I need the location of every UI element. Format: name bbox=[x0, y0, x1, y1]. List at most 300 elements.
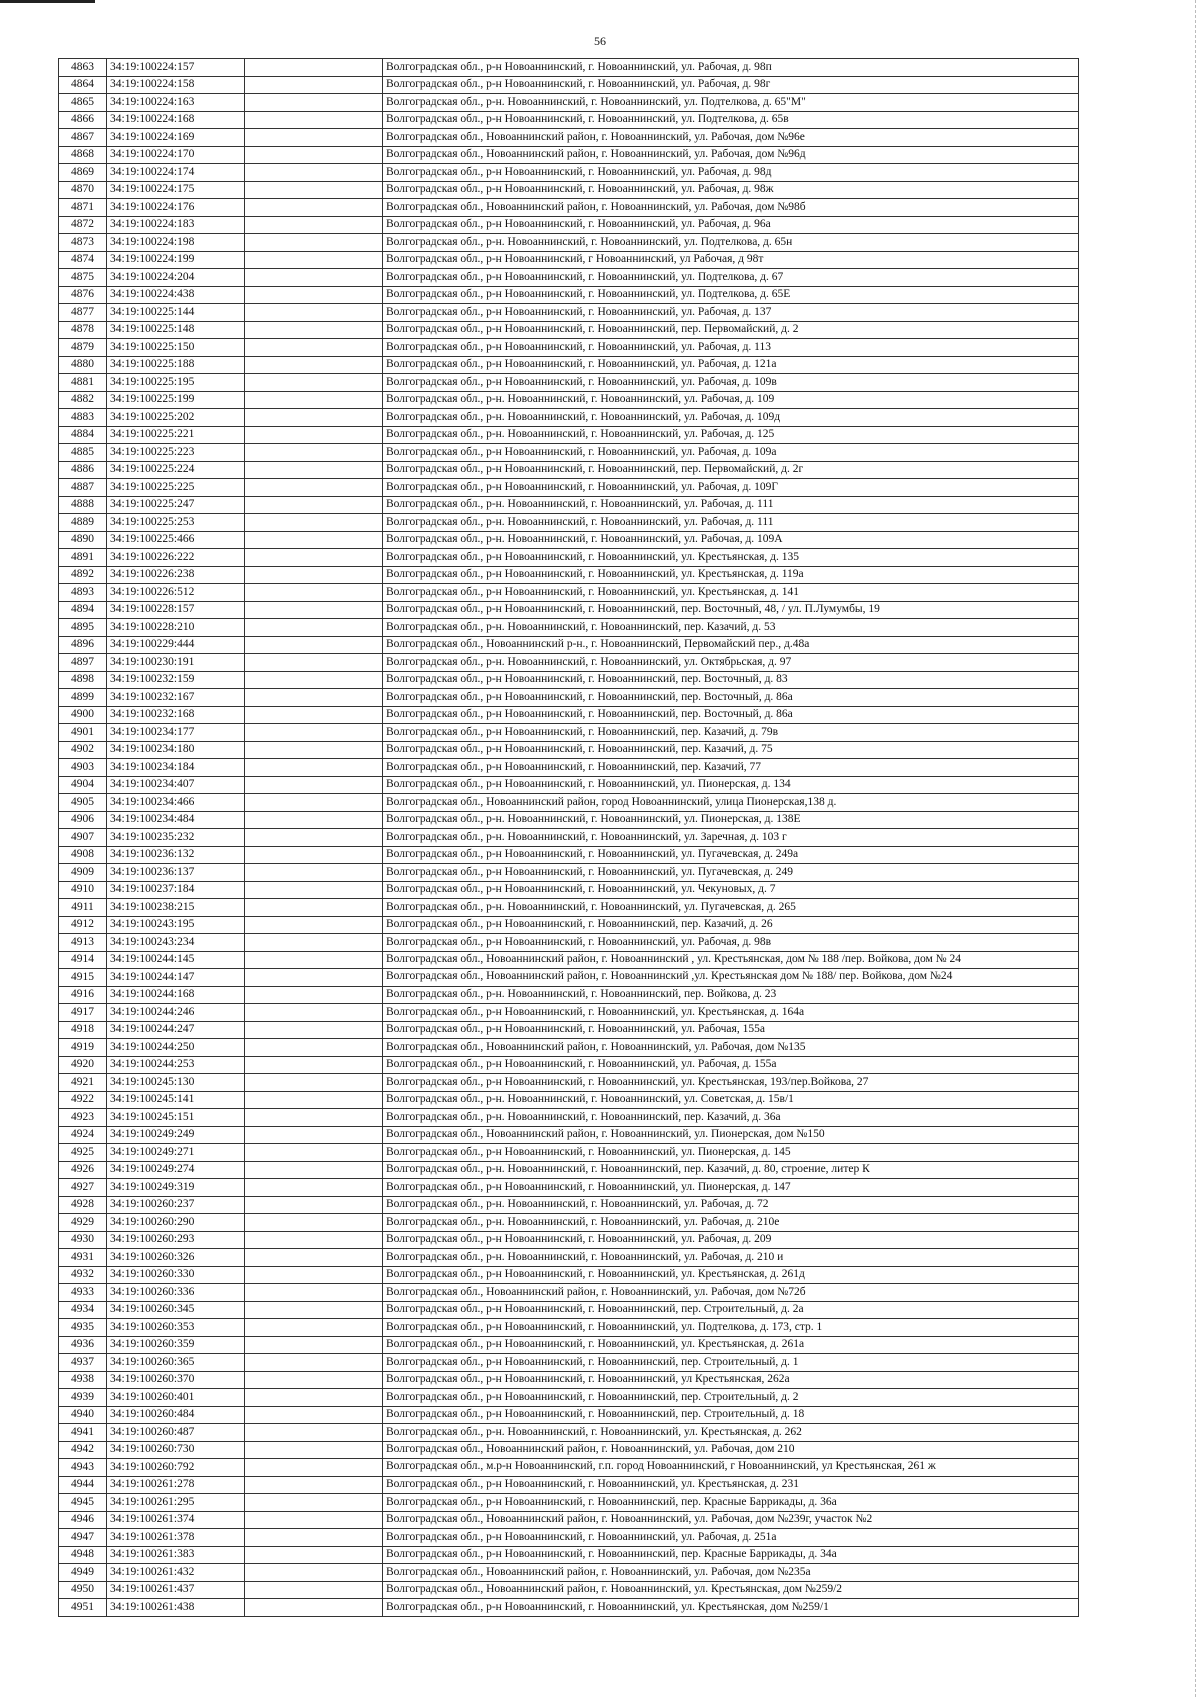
address-cell: Волгоградская обл., р-н. Новоаннинский, г. Новоаннинский, ул. Советская, д. 15в/1 bbox=[383, 1091, 1079, 1109]
empty-cell bbox=[245, 339, 383, 357]
cadastral-number-cell: 34:19:100238:215 bbox=[107, 899, 245, 917]
row-number-cell: 4939 bbox=[59, 1389, 107, 1407]
table-row bbox=[59, 1004, 1079, 1022]
table-row bbox=[59, 356, 1079, 374]
row-number-cell: 4929 bbox=[59, 1214, 107, 1232]
row-number-cell: 4932 bbox=[59, 1266, 107, 1284]
empty-cell bbox=[245, 1529, 383, 1547]
table-row bbox=[59, 1319, 1079, 1337]
empty-cell bbox=[245, 951, 383, 969]
cadastral-number-cell: 34:19:100234:184 bbox=[107, 759, 245, 777]
address-cell: Волгоградская обл., р-н Новоаннинский, г. Новоаннинский, ул. Пионерская, д. 145 bbox=[383, 1144, 1079, 1162]
address-cell: Волгоградская обл., р-н Новоаннинский, г. Новоаннинский, ул. Рабочая, д. 209 bbox=[383, 1231, 1079, 1249]
row-number-cell: 4942 bbox=[59, 1441, 107, 1459]
scan-corner-mark bbox=[0, 0, 95, 3]
address-cell: Волгоградская обл., р-н Новоаннинский, г. Новоаннинский, ул. Рабочая, д. 98д bbox=[383, 164, 1079, 182]
row-number-cell: 4878 bbox=[59, 321, 107, 339]
cadastral-number-cell: 34:19:100225:247 bbox=[107, 496, 245, 514]
row-number-cell: 4937 bbox=[59, 1354, 107, 1372]
empty-cell bbox=[245, 356, 383, 374]
empty-cell bbox=[245, 759, 383, 777]
row-number-cell: 4868 bbox=[59, 146, 107, 164]
row-number-cell: 4907 bbox=[59, 829, 107, 847]
row-number-cell: 4936 bbox=[59, 1336, 107, 1354]
cadastral-number-cell: 34:19:100228:210 bbox=[107, 619, 245, 637]
empty-cell bbox=[245, 1126, 383, 1144]
table-row bbox=[59, 269, 1079, 287]
cadastral-number-cell: 34:19:100225:199 bbox=[107, 391, 245, 409]
row-number-cell: 4866 bbox=[59, 111, 107, 129]
cadastral-number-cell: 34:19:100225:188 bbox=[107, 356, 245, 374]
cadastral-number-cell: 34:19:100226:512 bbox=[107, 584, 245, 602]
cadastral-number-cell: 34:19:100224:169 bbox=[107, 129, 245, 147]
empty-cell bbox=[245, 234, 383, 252]
empty-cell bbox=[245, 391, 383, 409]
cadastral-number-cell: 34:19:100260:345 bbox=[107, 1301, 245, 1319]
row-number-cell: 4920 bbox=[59, 1056, 107, 1074]
empty-cell bbox=[245, 146, 383, 164]
cadastral-number-cell: 34:19:100245:141 bbox=[107, 1091, 245, 1109]
table-row bbox=[59, 1091, 1079, 1109]
address-cell: Волгоградская обл., Новоаннинский район, г. Новоаннинский , ул. Крестьянская, дом № 188 /пер. Войкова, дом № 24 bbox=[383, 951, 1079, 969]
row-number-cell: 4901 bbox=[59, 724, 107, 742]
table-row bbox=[59, 636, 1079, 654]
empty-cell bbox=[245, 1004, 383, 1022]
table-row bbox=[59, 409, 1079, 427]
row-number-cell: 4940 bbox=[59, 1406, 107, 1424]
cadastral-number-cell: 34:19:100244:145 bbox=[107, 951, 245, 969]
cadastral-number-cell: 34:19:100234:484 bbox=[107, 811, 245, 829]
address-cell: Волгоградская обл., р-н Новоаннинский, г. Новоаннинский, пер. Казачий, д. 26 bbox=[383, 916, 1079, 934]
table-row bbox=[59, 706, 1079, 724]
row-number-cell: 4877 bbox=[59, 304, 107, 322]
address-cell: Волгоградская обл., р-н Новоаннинский, г. Новоаннинский, ул. Крестьянская, д. 135 bbox=[383, 549, 1079, 567]
row-number-cell: 4896 bbox=[59, 636, 107, 654]
address-cell: Волгоградская обл., р-н Новоаннинский, г. Новоаннинский, ул. Рабочая, д. 109в bbox=[383, 374, 1079, 392]
cadastral-number-cell: 34:19:100244:247 bbox=[107, 1021, 245, 1039]
address-cell: Волгоградская обл., р-н Новоаннинский, г. Новоаннинский, ул. Крестьянская, 193/пер.Войкова, 27 bbox=[383, 1074, 1079, 1092]
cadastral-number-cell: 34:19:100232:167 bbox=[107, 689, 245, 707]
table-row bbox=[59, 234, 1079, 252]
empty-cell bbox=[245, 1354, 383, 1372]
address-cell: Волгоградская обл., р-н Новоаннинский, г. Новоаннинский, пер. Восточный, д. 83 bbox=[383, 671, 1079, 689]
row-number-cell: 4928 bbox=[59, 1196, 107, 1214]
address-cell: Волгоградская обл., р-н Новоаннинский, г. Новоаннинский, ул Крестьянская, 262а bbox=[383, 1371, 1079, 1389]
row-number-cell: 4938 bbox=[59, 1371, 107, 1389]
cadastral-number-cell: 34:19:100243:195 bbox=[107, 916, 245, 934]
table-row bbox=[59, 426, 1079, 444]
empty-cell bbox=[245, 654, 383, 672]
empty-cell bbox=[245, 1301, 383, 1319]
table-row bbox=[59, 1336, 1079, 1354]
table-row bbox=[59, 374, 1079, 392]
cadastral-number-cell: 34:19:100225:144 bbox=[107, 304, 245, 322]
address-cell: Волгоградская обл., р-н Новоаннинский, г. Новоаннинский, пер. Строительный, д. 18 bbox=[383, 1406, 1079, 1424]
address-cell: Волгоградская обл., Новоаннинский район, г. Новоаннинский, ул. Рабочая, дом №72б bbox=[383, 1284, 1079, 1302]
table-row bbox=[59, 1144, 1079, 1162]
table-row bbox=[59, 94, 1079, 112]
table-row bbox=[59, 1354, 1079, 1372]
empty-cell bbox=[245, 444, 383, 462]
address-cell: Волгоградская обл., р-н. Новоаннинский, г. Новоаннинский, ул. Рабочая, д. 72 bbox=[383, 1196, 1079, 1214]
row-number-cell: 4872 bbox=[59, 216, 107, 234]
row-number-cell: 4910 bbox=[59, 881, 107, 899]
empty-cell bbox=[245, 1249, 383, 1267]
row-number-cell: 4888 bbox=[59, 496, 107, 514]
table-row bbox=[59, 164, 1079, 182]
empty-cell bbox=[245, 531, 383, 549]
row-number-cell: 4881 bbox=[59, 374, 107, 392]
cadastral-register-table bbox=[58, 58, 1079, 1617]
address-cell: Волгоградская обл., Новоаннинский район, г. Новоаннинский, ул. Рабочая, дом №96е bbox=[383, 129, 1079, 147]
empty-cell bbox=[245, 1144, 383, 1162]
row-number-cell: 4941 bbox=[59, 1424, 107, 1442]
cadastral-number-cell: 34:19:100225:224 bbox=[107, 461, 245, 479]
row-number-cell: 4917 bbox=[59, 1004, 107, 1022]
table-row bbox=[59, 1406, 1079, 1424]
table-row bbox=[59, 1371, 1079, 1389]
empty-cell bbox=[245, 1494, 383, 1512]
row-number-cell: 4880 bbox=[59, 356, 107, 374]
cadastral-number-cell: 34:19:100225:221 bbox=[107, 426, 245, 444]
address-cell: Волгоградская обл., р-н. Новоаннинский, г. Новоаннинский, пер. Войкова, д. 23 bbox=[383, 986, 1079, 1004]
cadastral-number-cell: 34:19:100260:401 bbox=[107, 1389, 245, 1407]
row-number-cell: 4903 bbox=[59, 759, 107, 777]
cadastral-number-cell: 34:19:100260:326 bbox=[107, 1249, 245, 1267]
row-number-cell: 4898 bbox=[59, 671, 107, 689]
cadastral-number-cell: 34:19:100260:336 bbox=[107, 1284, 245, 1302]
table-row bbox=[59, 584, 1079, 602]
cadastral-number-cell: 34:19:100224:199 bbox=[107, 251, 245, 269]
row-number-cell: 4914 bbox=[59, 951, 107, 969]
row-number-cell: 4933 bbox=[59, 1284, 107, 1302]
row-number-cell: 4911 bbox=[59, 899, 107, 917]
cadastral-number-cell: 34:19:100260:330 bbox=[107, 1266, 245, 1284]
address-cell: Волгоградская обл., р-н. Новоаннинский, г. Новоаннинский, ул. Рабочая, д. 210е bbox=[383, 1214, 1079, 1232]
empty-cell bbox=[245, 76, 383, 94]
row-number-cell: 4944 bbox=[59, 1476, 107, 1494]
row-number-cell: 4950 bbox=[59, 1581, 107, 1599]
row-number-cell: 4892 bbox=[59, 566, 107, 584]
table-row bbox=[59, 339, 1079, 357]
empty-cell bbox=[245, 776, 383, 794]
cadastral-number-cell: 34:19:100249:319 bbox=[107, 1179, 245, 1197]
row-number-cell: 4867 bbox=[59, 129, 107, 147]
address-cell: Волгоградская обл., Новоаннинский район, город Новоаннинский, улица Пионерская,138 д. bbox=[383, 794, 1079, 812]
table-row bbox=[59, 1039, 1079, 1057]
table-row bbox=[59, 251, 1079, 269]
table-row bbox=[59, 1161, 1079, 1179]
address-cell: Волгоградская обл., Новоаннинский район, г. Новоаннинский, ул. Рабочая, дом №96д bbox=[383, 146, 1079, 164]
table-row bbox=[59, 1231, 1079, 1249]
address-cell: Волгоградская обл., р-н Новоаннинский, г. Новоаннинский, ул. Крестьянская, д. 119а bbox=[383, 566, 1079, 584]
address-cell: Волгоградская обл., Новоаннинский район, г. Новоаннинский, ул. Пионерская, дом №150 bbox=[383, 1126, 1079, 1144]
empty-cell bbox=[245, 1266, 383, 1284]
cadastral-number-cell: 34:19:100234:180 bbox=[107, 741, 245, 759]
empty-cell bbox=[245, 286, 383, 304]
address-cell: Волгоградская обл., р-н. Новоаннинский, г. Новоаннинский, ул. Рабочая, д. 111 bbox=[383, 496, 1079, 514]
empty-cell bbox=[245, 1109, 383, 1127]
empty-cell bbox=[245, 1231, 383, 1249]
table-row bbox=[59, 1424, 1079, 1442]
table-row bbox=[59, 514, 1079, 532]
table-row bbox=[59, 199, 1079, 217]
table-row bbox=[59, 986, 1079, 1004]
row-number-cell: 4922 bbox=[59, 1091, 107, 1109]
table-row bbox=[59, 531, 1079, 549]
cadastral-number-cell: 34:19:100228:157 bbox=[107, 601, 245, 619]
cadastral-number-cell: 34:19:100224:175 bbox=[107, 181, 245, 199]
empty-cell bbox=[245, 1214, 383, 1232]
row-number-cell: 4951 bbox=[59, 1599, 107, 1617]
table-row bbox=[59, 566, 1079, 584]
cadastral-number-cell: 34:19:100260:370 bbox=[107, 1371, 245, 1389]
table-row bbox=[59, 619, 1079, 637]
table-row bbox=[59, 899, 1079, 917]
empty-cell bbox=[245, 549, 383, 567]
address-cell: Волгоградская обл., р-н Новоаннинский, г. Новоаннинский, пер. Первомайский, д. 2 bbox=[383, 321, 1079, 339]
table-row bbox=[59, 916, 1079, 934]
cadastral-number-cell: 34:19:100260:792 bbox=[107, 1459, 245, 1477]
row-number-cell: 4894 bbox=[59, 601, 107, 619]
row-number-cell: 4908 bbox=[59, 846, 107, 864]
empty-cell bbox=[245, 216, 383, 234]
address-cell: Волгоградская обл., р-н Новоаннинский, г. Новоаннинский, ул. Рабочая, д. 109Г bbox=[383, 479, 1079, 497]
empty-cell bbox=[245, 724, 383, 742]
address-cell: Волгоградская обл., р-н Новоаннинский, г. Новоаннинский, пер. Восточный, д. 86а bbox=[383, 689, 1079, 707]
cadastral-number-cell: 34:19:100260:353 bbox=[107, 1319, 245, 1337]
address-cell: Волгоградская обл., р-н Новоаннинский, г. Новоаннинский, ул. Крестьянская, д. 141 bbox=[383, 584, 1079, 602]
address-cell: Волгоградская обл., р-н Новоаннинский, г. Новоаннинский, пер. Казачий, д. 79в bbox=[383, 724, 1079, 742]
table-row bbox=[59, 1511, 1079, 1529]
table-row bbox=[59, 671, 1079, 689]
cadastral-number-cell: 34:19:100224:157 bbox=[107, 59, 245, 77]
row-number-cell: 4865 bbox=[59, 94, 107, 112]
address-cell: Волгоградская обл., р-н. Новоаннинский, г. Новоаннинский, ул. Пионерская, д. 138Е bbox=[383, 811, 1079, 829]
address-cell: Волгоградская обл., Новоаннинский р-н., г. Новоаннинский, Первомайский пер., д.48а bbox=[383, 636, 1079, 654]
row-number-cell: 4889 bbox=[59, 514, 107, 532]
row-number-cell: 4863 bbox=[59, 59, 107, 77]
row-number-cell: 4930 bbox=[59, 1231, 107, 1249]
empty-cell bbox=[245, 916, 383, 934]
empty-cell bbox=[245, 846, 383, 864]
address-cell: Волгоградская обл., р-н Новоаннинский, г. Новоаннинский, ул. Пугачевская, д. 249а bbox=[383, 846, 1079, 864]
address-cell: Волгоградская обл., р-н Новоаннинский, г. Новоаннинский, ул. Крестьянская, д. 261а bbox=[383, 1336, 1079, 1354]
address-cell: Волгоградская обл., р-н Новоаннинский, г. Новоаннинский, пер. Восточный, д. 86а bbox=[383, 706, 1079, 724]
address-cell: Волгоградская обл., р-н Новоаннинский, г. Новоаннинский, ул. Пугачевская, д. 249 bbox=[383, 864, 1079, 882]
table-row bbox=[59, 1476, 1079, 1494]
table-row bbox=[59, 1529, 1079, 1547]
cadastral-number-cell: 34:19:100224:183 bbox=[107, 216, 245, 234]
row-number-cell: 4945 bbox=[59, 1494, 107, 1512]
empty-cell bbox=[245, 899, 383, 917]
empty-cell bbox=[245, 1564, 383, 1582]
cadastral-number-cell: 34:19:100224:168 bbox=[107, 111, 245, 129]
empty-cell bbox=[245, 409, 383, 427]
row-number-cell: 4943 bbox=[59, 1459, 107, 1477]
row-number-cell: 4883 bbox=[59, 409, 107, 427]
empty-cell bbox=[245, 881, 383, 899]
row-number-cell: 4890 bbox=[59, 531, 107, 549]
cadastral-number-cell: 34:19:100225:466 bbox=[107, 531, 245, 549]
cadastral-number-cell: 34:19:100261:438 bbox=[107, 1599, 245, 1617]
empty-cell bbox=[245, 129, 383, 147]
row-number-cell: 4947 bbox=[59, 1529, 107, 1547]
address-cell: Волгоградская обл., р-н Новоаннинский, г. Новоаннинский, пер. Красные Баррикады, д. 36а bbox=[383, 1494, 1079, 1512]
empty-cell bbox=[245, 741, 383, 759]
table-row bbox=[59, 286, 1079, 304]
address-cell: Волгоградская обл., р-н Новоаннинский, г. Новоаннинский, пер. Казачий, 77 bbox=[383, 759, 1079, 777]
empty-cell bbox=[245, 636, 383, 654]
cadastral-number-cell: 34:19:100224:438 bbox=[107, 286, 245, 304]
empty-cell bbox=[245, 794, 383, 812]
address-cell: Волгоградская обл., р-н. Новоаннинский, г. Новоаннинский, ул. Рабочая, д. 109 bbox=[383, 391, 1079, 409]
row-number-cell: 4926 bbox=[59, 1161, 107, 1179]
table-row bbox=[59, 1459, 1079, 1477]
empty-cell bbox=[245, 1581, 383, 1599]
address-cell: Волгоградская обл., р-н Новоаннинский, г. Новоаннинский, ул. Крестьянская, дом №259/1 bbox=[383, 1599, 1079, 1617]
cadastral-number-cell: 34:19:100224:174 bbox=[107, 164, 245, 182]
address-cell: Волгоградская обл., р-н. Новоаннинский, г. Новоаннинский, ул. Заречная, д. 103 г bbox=[383, 829, 1079, 847]
row-number-cell: 4927 bbox=[59, 1179, 107, 1197]
cadastral-number-cell: 34:19:100234:407 bbox=[107, 776, 245, 794]
table-row bbox=[59, 1599, 1079, 1617]
address-cell: Волгоградская обл., Новоаннинский район, г. Новоаннинский, ул. Рабочая, дом №235а bbox=[383, 1564, 1079, 1582]
row-number-cell: 4891 bbox=[59, 549, 107, 567]
empty-cell bbox=[245, 514, 383, 532]
address-cell: Волгоградская обл., Новоаннинский район, г. Новоаннинский, ул. Рабочая, дом №98б bbox=[383, 199, 1079, 217]
cadastral-number-cell: 34:19:100235:232 bbox=[107, 829, 245, 847]
empty-cell bbox=[245, 1179, 383, 1197]
address-cell: Волгоградская обл., р-н. Новоаннинский, г. Новоаннинский, ул. Подтелкова, д. 65н bbox=[383, 234, 1079, 252]
row-number-cell: 4900 bbox=[59, 706, 107, 724]
row-number-cell: 4906 bbox=[59, 811, 107, 829]
row-number-cell: 4912 bbox=[59, 916, 107, 934]
address-cell: Волгоградская обл., р-н Новоаннинский, г. Новоаннинский, ул. Подтелкова, д. 173, стр. 1 bbox=[383, 1319, 1079, 1337]
cadastral-number-cell: 34:19:100260:290 bbox=[107, 1214, 245, 1232]
table-row bbox=[59, 846, 1079, 864]
address-cell: Волгоградская обл., р-н Новоаннинский, г. Новоаннинский, ул. Пионерская, д. 147 bbox=[383, 1179, 1079, 1197]
table-row bbox=[59, 741, 1079, 759]
empty-cell bbox=[245, 94, 383, 112]
cadastral-number-cell: 34:19:100261:378 bbox=[107, 1529, 245, 1547]
table-row bbox=[59, 549, 1079, 567]
empty-cell bbox=[245, 479, 383, 497]
cadastral-number-cell: 34:19:100225:225 bbox=[107, 479, 245, 497]
row-number-cell: 4921 bbox=[59, 1074, 107, 1092]
address-cell: Волгоградская обл., р-н Новоаннинский, г. Новоаннинский, пер. Восточный, 48, / ул. П.Лумумбы, 19 bbox=[383, 601, 1079, 619]
empty-cell bbox=[245, 584, 383, 602]
table-row bbox=[59, 1056, 1079, 1074]
address-cell: Волгоградская обл., р-н Новоаннинский, г. Новоаннинский, пер. Строительный, д. 2 bbox=[383, 1389, 1079, 1407]
empty-cell bbox=[245, 1336, 383, 1354]
empty-cell bbox=[245, 1074, 383, 1092]
address-cell: Волгоградская обл., р-н. Новоаннинский, г. Новоаннинский, ул. Рабочая, д. 109д bbox=[383, 409, 1079, 427]
address-cell: Волгоградская обл., р-н. Новоаннинский, г. Новоаннинский, пер. Казачий, д. 53 bbox=[383, 619, 1079, 637]
empty-cell bbox=[245, 181, 383, 199]
empty-cell bbox=[245, 199, 383, 217]
address-cell: Волгоградская обл., Новоаннинский район, г. Новоаннинский, ул. Крестьянская, дом №259/2 bbox=[383, 1581, 1079, 1599]
table-row bbox=[59, 1301, 1079, 1319]
row-number-cell: 4905 bbox=[59, 794, 107, 812]
cadastral-number-cell: 34:19:100234:466 bbox=[107, 794, 245, 812]
cadastral-number-cell: 34:19:100261:432 bbox=[107, 1564, 245, 1582]
cadastral-number-cell: 34:19:100232:168 bbox=[107, 706, 245, 724]
address-cell: Волгоградская обл., р-н. Новоаннинский, г. Новоаннинский, ул. Рабочая, д. 111 bbox=[383, 514, 1079, 532]
address-cell: Волгоградская обл., р-н Новоаннинский, г. Новоаннинский, ул. Крестьянская, д. 231 bbox=[383, 1476, 1079, 1494]
empty-cell bbox=[245, 619, 383, 637]
row-number-cell: 4875 bbox=[59, 269, 107, 287]
address-cell: Волгоградская обл., р-н. Новоаннинский, г. Новоаннинский, ул. Крестьянская, д. 262 bbox=[383, 1424, 1079, 1442]
table-row bbox=[59, 391, 1079, 409]
empty-cell bbox=[245, 59, 383, 77]
cadastral-number-cell: 34:19:100249:274 bbox=[107, 1161, 245, 1179]
address-cell: Волгоградская обл., р-н Новоаннинский, г. Новоаннинский, ул. Рабочая, 155а bbox=[383, 1021, 1079, 1039]
row-number-cell: 4873 bbox=[59, 234, 107, 252]
empty-cell bbox=[245, 1284, 383, 1302]
cadastral-number-cell: 34:19:100244:246 bbox=[107, 1004, 245, 1022]
row-number-cell: 4895 bbox=[59, 619, 107, 637]
table-row bbox=[59, 811, 1079, 829]
empty-cell bbox=[245, 374, 383, 392]
cadastral-number-cell: 34:19:100261:295 bbox=[107, 1494, 245, 1512]
table-row bbox=[59, 1109, 1079, 1127]
cadastral-number-cell: 34:19:100244:250 bbox=[107, 1039, 245, 1057]
empty-cell bbox=[245, 251, 383, 269]
table-body bbox=[59, 59, 1079, 1617]
empty-cell bbox=[245, 864, 383, 882]
empty-cell bbox=[245, 1091, 383, 1109]
address-cell: Волгоградская обл., Новоаннинский район, г. Новоаннинский ,ул. Крестьянская дом № 188/ пер. Войкова, дом №24 bbox=[383, 969, 1079, 987]
row-number-cell: 4949 bbox=[59, 1564, 107, 1582]
cadastral-number-cell: 34:19:100236:137 bbox=[107, 864, 245, 882]
empty-cell bbox=[245, 1511, 383, 1529]
cadastral-number-cell: 34:19:100232:159 bbox=[107, 671, 245, 689]
row-number-cell: 4913 bbox=[59, 934, 107, 952]
table-row bbox=[59, 881, 1079, 899]
cadastral-number-cell: 34:19:100225:253 bbox=[107, 514, 245, 532]
cadastral-number-cell: 34:19:100260:484 bbox=[107, 1406, 245, 1424]
empty-cell bbox=[245, 601, 383, 619]
row-number-cell: 4948 bbox=[59, 1546, 107, 1564]
cadastral-number-cell: 34:19:100245:130 bbox=[107, 1074, 245, 1092]
cadastral-number-cell: 34:19:100224:204 bbox=[107, 269, 245, 287]
page-number: 56 bbox=[594, 34, 606, 48]
row-number-cell: 4864 bbox=[59, 76, 107, 94]
cadastral-number-cell: 34:19:100260:237 bbox=[107, 1196, 245, 1214]
cadastral-number-cell: 34:19:100226:222 bbox=[107, 549, 245, 567]
cadastral-number-cell: 34:19:100224:170 bbox=[107, 146, 245, 164]
address-cell: Волгоградская обл., р-н Новоаннинский, г. Новоаннинский, ул. Рабочая, д. 98п bbox=[383, 59, 1079, 77]
table-row bbox=[59, 1074, 1079, 1092]
address-cell: Волгоградская обл., р-н Новоаннинский, г. Новоаннинский, ул. Рабочая, д. 251а bbox=[383, 1529, 1079, 1547]
empty-cell bbox=[245, 1424, 383, 1442]
empty-cell bbox=[245, 269, 383, 287]
table-row bbox=[59, 321, 1079, 339]
table-row bbox=[59, 689, 1079, 707]
row-number-cell: 4874 bbox=[59, 251, 107, 269]
table-row bbox=[59, 1564, 1079, 1582]
cadastral-number-cell: 34:19:100261:383 bbox=[107, 1546, 245, 1564]
empty-cell bbox=[245, 164, 383, 182]
cadastral-number-cell: 34:19:100236:132 bbox=[107, 846, 245, 864]
table-row bbox=[59, 1441, 1079, 1459]
address-cell: Волгоградская обл., р-н. Новоаннинский, г. Новоаннинский, ул. Подтелкова, д. 65"М" bbox=[383, 94, 1079, 112]
empty-cell bbox=[245, 1319, 383, 1337]
address-cell: Волгоградская обл., р-н Новоаннинский, г. Новоаннинский, ул. Крестьянская, д. 164а bbox=[383, 1004, 1079, 1022]
empty-cell bbox=[245, 1196, 383, 1214]
row-number-cell: 4925 bbox=[59, 1144, 107, 1162]
